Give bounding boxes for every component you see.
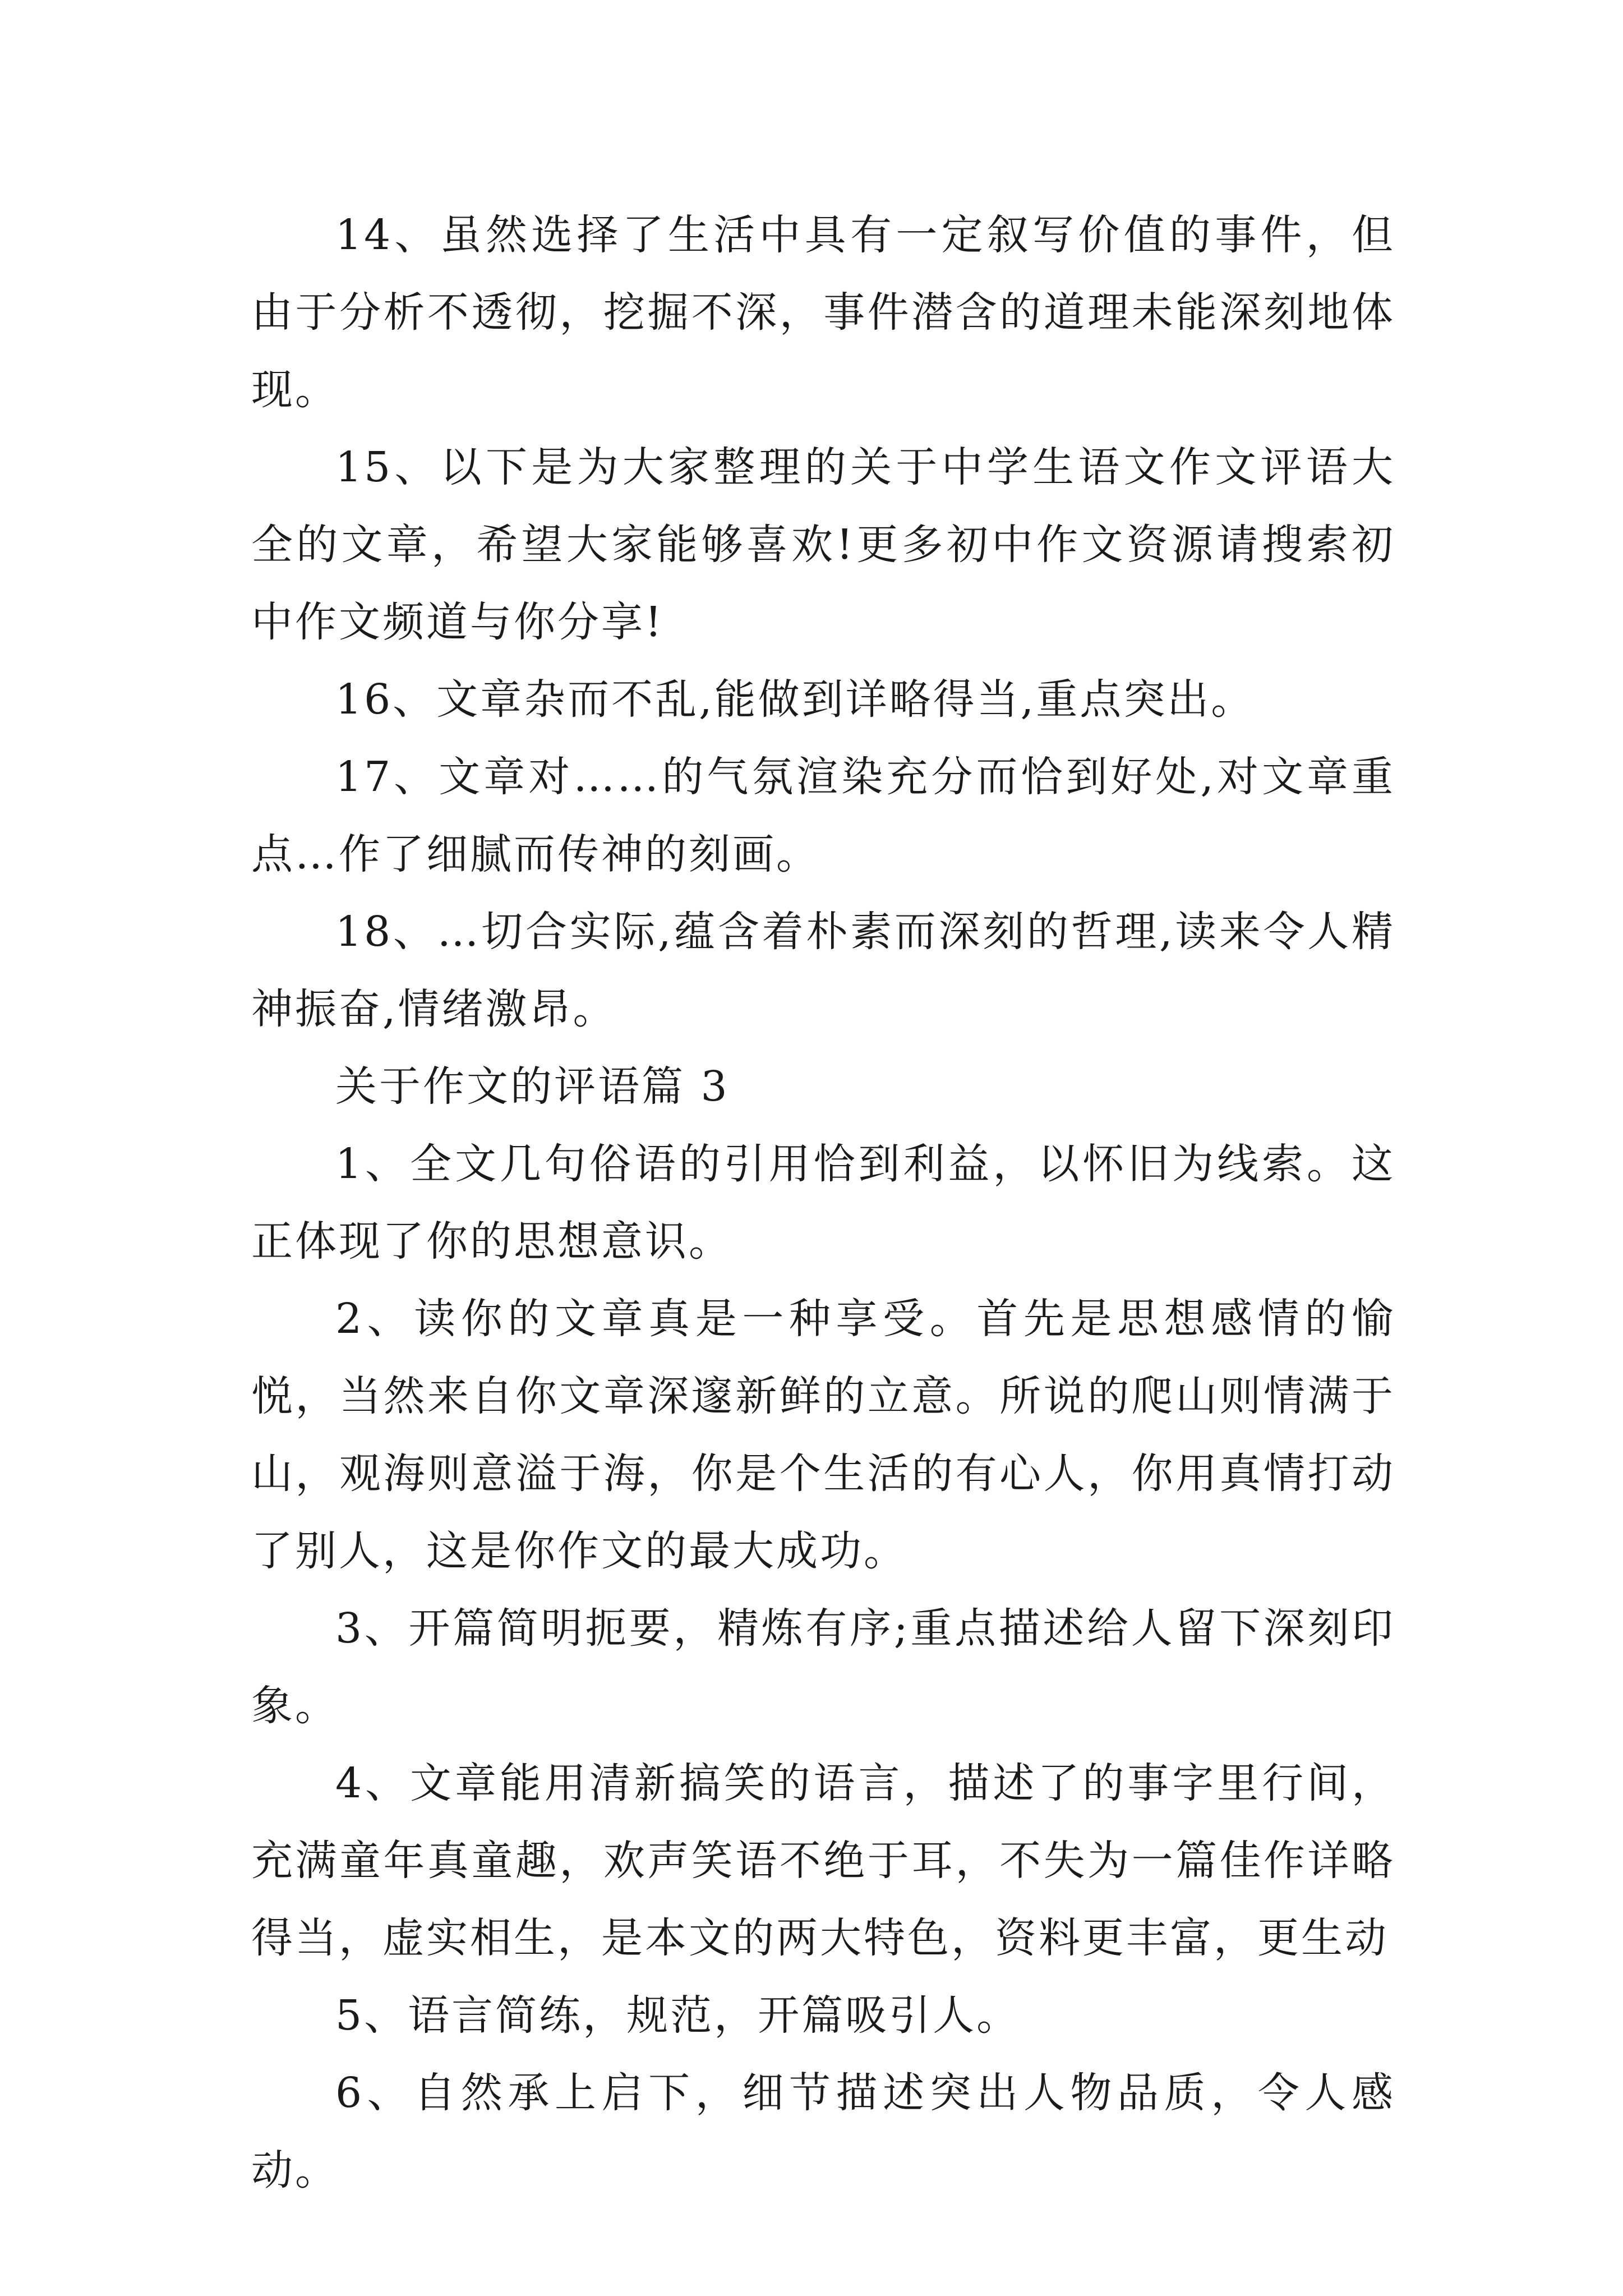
section-heading: 关于作文的评语篇 3 [335,1062,730,1111]
comment-paragraph-3: 3、开篇简明扼要，精炼有序;重点描述给人留下深刻印象。 [251,1604,1395,1730]
comment-paragraph-5: 5、语言简练，规范，开篇吸引人。 [335,1991,1021,2040]
comment-paragraph-18: 18、…切合实际,蕴含着朴素而深刻的哲理,读来令人精神振奋,情绪激昂。 [251,908,1395,1033]
comment-paragraph-2: 2、读你的文章真是一种享受。首先是思想感情的愉悦，当然来自你文章深邃新鲜的立意。所说的爬山则情满于山，观海则意溢于海，你是个生活的有心人，你用真情打动了别人，这是你作文的最大成功。 [251,1295,1395,1575]
comment-paragraph-16: 16、文章杂而不乱,能做到详略得当,重点突出。 [335,675,1255,724]
comment-paragraph-17: 17、文章对……的气氛渲染充分而恰到好处,对文章重点…作了细腻而传神的刻画。 [251,753,1395,878]
comment-paragraph-14: 14、虽然选择了生活中具有一定叙写价值的事件，但由于分析不透彻，挖掘不深，事件潜含的道理未能深刻地体现。 [251,211,1395,414]
document-body [251,196,1395,2209]
comment-paragraph-6: 6、自然承上启下，细节描述突出人物品质，令人感动。 [251,2069,1395,2194]
comment-paragraph-4: 4、文章能用清新搞笑的语言，描述了的事字里行间，充满童年真童趣，欢声笑语不绝于耳，不失为一篇佳作详略得当，虚实相生，是本文的两大特色，资料更丰富，更生动 [251,1759,1395,1962]
comment-paragraph-1: 1、全文几句俗语的引用恰到利益，以怀旧为线索。这正体现了你的思想意识。 [251,1140,1395,1266]
comment-paragraph-15: 15、以下是为大家整理的关于中学生语文作文评语大全的文章，希望大家能够喜欢!更多初中作文资源请搜索初中作文频道与你分享! [251,443,1395,646]
